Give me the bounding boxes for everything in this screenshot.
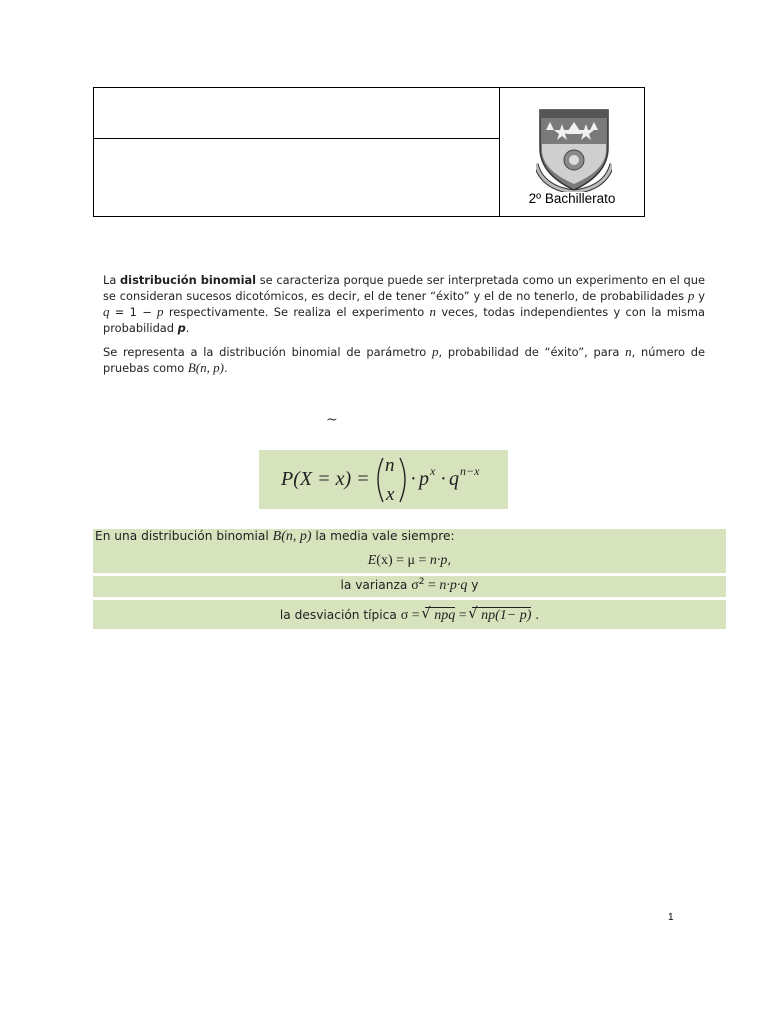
binomial-formula [259,450,508,509]
binom-top: n [385,455,395,476]
formula-p: p [419,468,429,490]
header-logo-cell [500,88,644,216]
formula-dot-2: · [440,468,447,490]
formula-q: q [449,468,459,490]
formula-lhs: P(X = x) = [281,468,370,490]
summary-line-mean-intro: En una distribución binomial B(n, p) la media vale siempre: [95,529,455,544]
intro-paragraph-1: La distribución binomial se caracteriza porque puede ser interpretada como un experimento en el que se consideran sucesos dicotómicos, es decir, el de tener “éxito” y el de no tenerlo, de probabilidades p y q = 1 − p respectivamente. Se realiza el experimento n veces, todas independientes y con la misma probabilidad p. [103,273,705,335]
tilde-symbol: ~ [326,412,338,428]
sqrt-npq: √ npq [425,607,455,624]
header-subtitle-cell [94,139,500,216]
formula-p-exponent: x [430,464,436,478]
intro-paragraph-2: Se representa a la distribución binomial de parámetro p, probabilidad de “éxito”, para n, número de pruebas como B(n, p). [103,344,705,375]
binom-left-paren [378,458,383,502]
binom-bottom: x [386,484,395,505]
summary-block [93,529,726,629]
binom-right-paren [400,458,405,502]
binomial-formula-svg [259,450,508,509]
school-crest-icon [536,104,612,192]
page-number: 1 [668,912,674,923]
sqrt-np-1-minus-p: √ np(1− p) [472,607,531,624]
summary-line-mean: E(x) = μ = n·p, [367,553,452,568]
summary-gap-2 [93,597,726,600]
header-table [93,87,645,217]
intro-text [103,272,705,384]
course-label: 2º Bachillerato [528,191,616,206]
header-title-cell [94,88,500,139]
summary-line-variance: la varianza $\sigma^2 = n\cdot p\cdot q$ y [340,577,479,594]
summary-line-std-dev: la desviación típica σ = √ npq = √ np(1− p) . [93,607,726,624]
summary-gap-1 [93,573,726,576]
formula-dot-1: · [410,468,417,490]
formula-q-exponent: n−x [460,464,480,478]
